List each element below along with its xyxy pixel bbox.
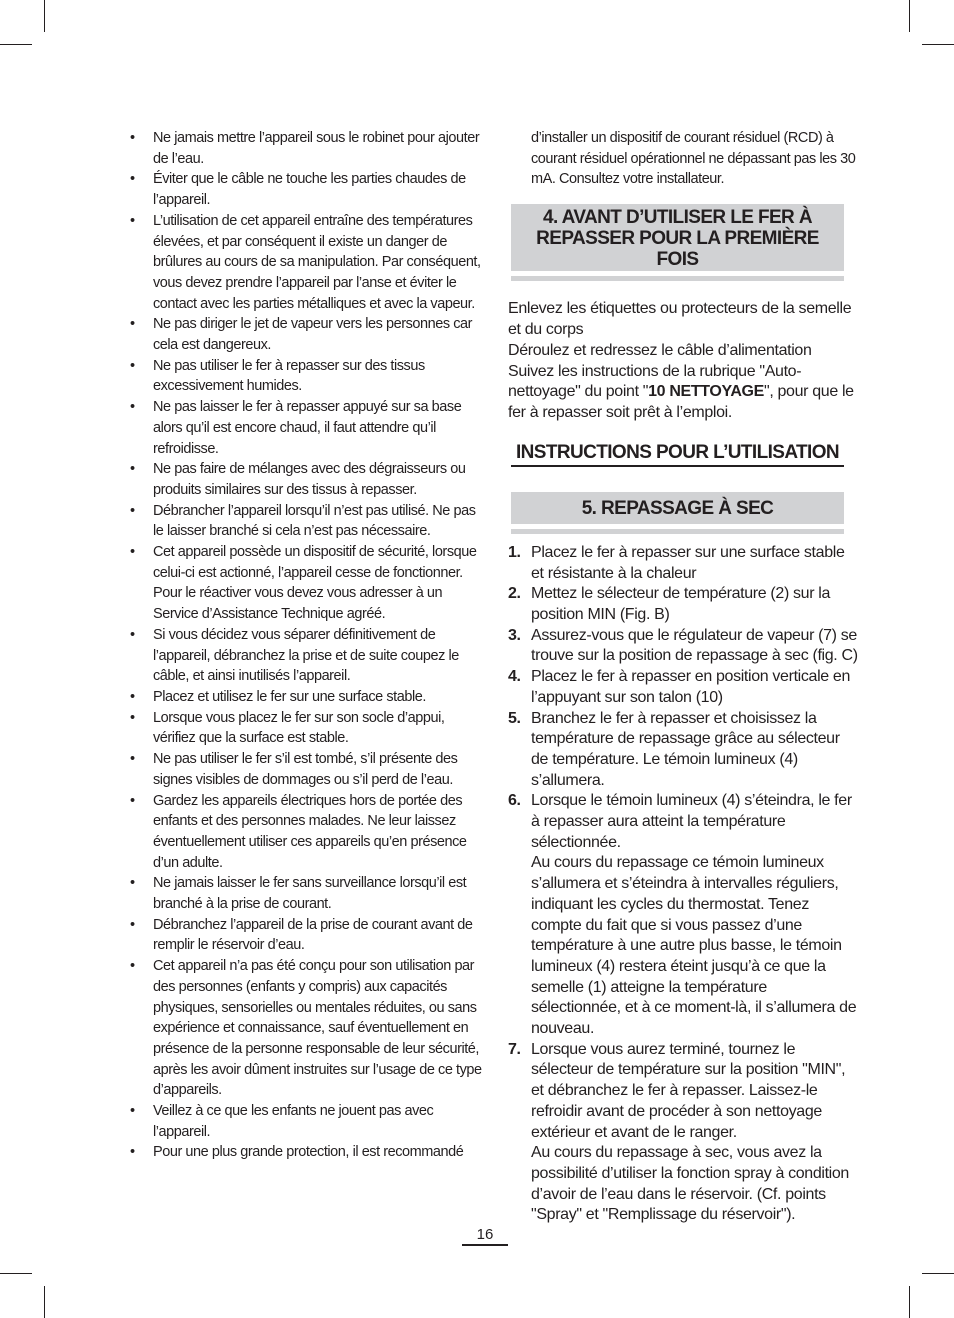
list-item: • Ne pas laisser le fer à repasser appuyé sur sa base alors qu’il est encore chaud, il faut attendre qu’il refroidisse.: [130, 397, 484, 459]
crop-mark: [44, 0, 45, 32]
step-number: 1.: [508, 543, 521, 561]
section-4-line3-pre: Suivez les instructions de la rubrique "Auto-nettoyage" du point ": [508, 362, 802, 401]
list-item: • Ne pas utiliser le fer à repasser sur des tissus excessivement humides.: [130, 356, 484, 397]
step-text: Placez le fer à repasser sur une surface stable et résistante à la chaleur: [531, 543, 845, 582]
list-item: • Ne pas faire de mélanges avec des dégraisseurs ou produits similaires sur des tissus à repasser.: [130, 459, 484, 500]
list-item: • L’utilisation de cet appareil entraîne des températures élevées, et par conséquent il existe un danger de brûlures au cours de sa manipulation. Par conséquent, vous devez prendre l’appareil par l’anse et éviter le contact avec les parties métalliques et avec la vapeur.: [130, 211, 484, 315]
step-text: Placez le fer à repasser en position verticale en l’appuyant sur son talon (10): [531, 668, 851, 706]
list-item: • Ne jamais mettre l’appareil sous le robinet pour ajouter de l’eau.: [130, 128, 484, 169]
step-number: 7.: [508, 1040, 521, 1058]
step-subtext: Au cours du repassage à sec, vous avez la possibilité d’utiliser la fonction spray à condition d’avoir de l’eau dans le réservoir. (Cf. points "Spray" et "Remplissage du réservoir").: [531, 1144, 849, 1224]
left-column: [130, 128, 484, 1163]
list-item: • Éviter que le câble ne touche les parties chaudes de l’appareil.: [130, 169, 484, 210]
step-text: Mettez le sélecteur de température (2) sur la position MIN (Fig. B): [531, 585, 831, 623]
list-item: • Si vous décidez vous séparer définitivement de l’appareil, débranchez la prise et de suite coupez le câble, et ainsi inutilisés l’appareil.: [130, 625, 484, 687]
crop-mark: [44, 1286, 45, 1318]
crop-mark: [922, 44, 954, 45]
crop-mark: [0, 44, 32, 45]
crop-mark: [0, 1273, 32, 1274]
list-item: [508, 584, 858, 625]
list-item: • Cet appareil n’a pas été conçu pour son utilisation par des personnes (enfants y compris) aux capacités physiques, sensorielles ou mentales réduites, ou sans expérience et connaissance, sauf éventuellement en présence de la personne responsable de leur sécurité, après les avoir dûment instruites sur l’usage de ce type d’appareils.: [130, 956, 484, 1101]
dry-ironing-steps: [508, 543, 858, 1226]
list-item: [508, 626, 858, 667]
step-subtext: Au cours du repassage ce témoin lumineux s’allumera et s’éteindra à intervalles réguliers, indiquant les cycles du thermostat. Tenez compte du fait que si vous passez d’une température à une autre plus basse, le témoin lumineux (4) restera éteint jusqu’à ce que la semelle (1) atteigne la température sélectionnée, et à ce moment-là, il s’allumera de nouveau.: [531, 854, 857, 1038]
list-item: • Placez et utilisez le fer sur une surface stable.: [130, 687, 484, 708]
step-text: Lorsque vous aurez terminé, tournez le sélecteur de température sur la position "MIN", et débranchez le fer à repasser. Laissez-le refroidir avant de procéder à son nettoyage extérieur et avant de le ranger.: [531, 1040, 846, 1141]
step-number: 4.: [508, 668, 521, 686]
step-number: 6.: [508, 792, 521, 810]
step-number: 5.: [508, 709, 521, 727]
section-5-heading: 5. REPASSAGE À SEC: [511, 492, 844, 524]
list-item: • Ne pas diriger le jet de vapeur vers les personnes car cela est dangereux.: [130, 314, 484, 355]
step-text: Assurez-vous que le régulateur de vapeur (7) se trouve sur la position de repassage à sec (fig. C): [531, 626, 858, 665]
list-item: [508, 543, 858, 584]
step-text: Branchez le fer à repasser et choisissez la température de repassage grâce au sélecteur de température. Le témoin lumineux (4) s’allumera.: [531, 709, 840, 789]
section-4-line3-post: ", pour que le fer à repasser soit prêt à l’emploi.: [508, 383, 854, 422]
list-item: [508, 709, 858, 792]
step-text: Lorsque le témoin lumineux (4) s’éteindra, le fer à repasser aura atteint la température sélectionnée.: [531, 792, 852, 851]
list-item: • Ne jamais laisser le fer sans surveillance lorsqu’il est branché à la prise de courant.: [130, 873, 484, 914]
step-number: 3.: [508, 626, 521, 644]
section-4-rule: [511, 276, 844, 281]
instructions-heading: INSTRUCTIONS POUR L’UTILISATION: [511, 442, 844, 467]
section-4-line: Enlevez les étiquettes ou protecteurs de la semelle et du corps: [508, 300, 852, 338]
crop-mark: [909, 1286, 910, 1318]
right-column: [508, 128, 858, 1226]
list-item: • Ne pas utiliser le fer s’il est tombé, s’il présente des signes visibles de dommages ou s’il perd de l’eau.: [130, 749, 484, 790]
section-4-title-line1: 4. AVANT D’UTILISER LE FER À: [543, 207, 812, 229]
list-item: • Débranchez l’appareil de la prise de courant avant de remplir le réservoir d’eau.: [130, 915, 484, 956]
list-item: • Gardez les appareils électriques hors de portée des enfants et des personnes malades. Ne leur laissez éventuellement utiliser ces appareils qu’en présence d’un adulte.: [130, 791, 484, 874]
section-4-heading: [511, 204, 844, 271]
list-item: • Cet appareil possède un dispositif de sécurité, lorsque celui-ci est actionné, l’appareil cesse de fonctionner. Pour le réactiver vous devez vous adresser à un Service d’Assistance Technique agréé.: [130, 542, 484, 625]
bullet-continuation: d’installer un dispositif de courant résiduel (RCD) à courant résiduel opérationnel ne dépassant pas les 30 mA. Consultez votre installateur.: [531, 130, 856, 188]
section-4-line: [508, 362, 858, 424]
list-item: [508, 791, 858, 1039]
section-5-rule: [511, 529, 844, 534]
section-4-line3-bold: 10 NETTOYAGE: [648, 383, 764, 401]
crop-mark: [922, 1273, 954, 1274]
list-item: [508, 1040, 858, 1226]
list-item: • Lorsque vous placez le fer sur son socle d’appui, vérifiez que la surface est stable.: [130, 708, 484, 749]
safety-bullet-list: [130, 128, 484, 1163]
list-item: • Débrancher l’appareil lorsqu’il n’est pas utilisé. Ne pas le laisser branché si cela n’est pas nécessaire.: [130, 501, 484, 542]
list-item: [508, 667, 858, 708]
section-4-body: [508, 299, 858, 424]
list-item: • Veillez à ce que les enfants ne jouent pas avec l’appareil.: [130, 1101, 484, 1142]
page-number: 16: [462, 1226, 508, 1246]
step-number: 2.: [508, 585, 521, 603]
section-4-line: Déroulez et redressez le câble d’alimentation: [508, 341, 812, 359]
section-4-title-line2: REPASSER POUR LA PREMIÈRE FOIS: [536, 228, 819, 271]
list-item: • Pour une plus grande protection, il est recommandé: [130, 1142, 484, 1163]
crop-mark: [909, 0, 910, 32]
